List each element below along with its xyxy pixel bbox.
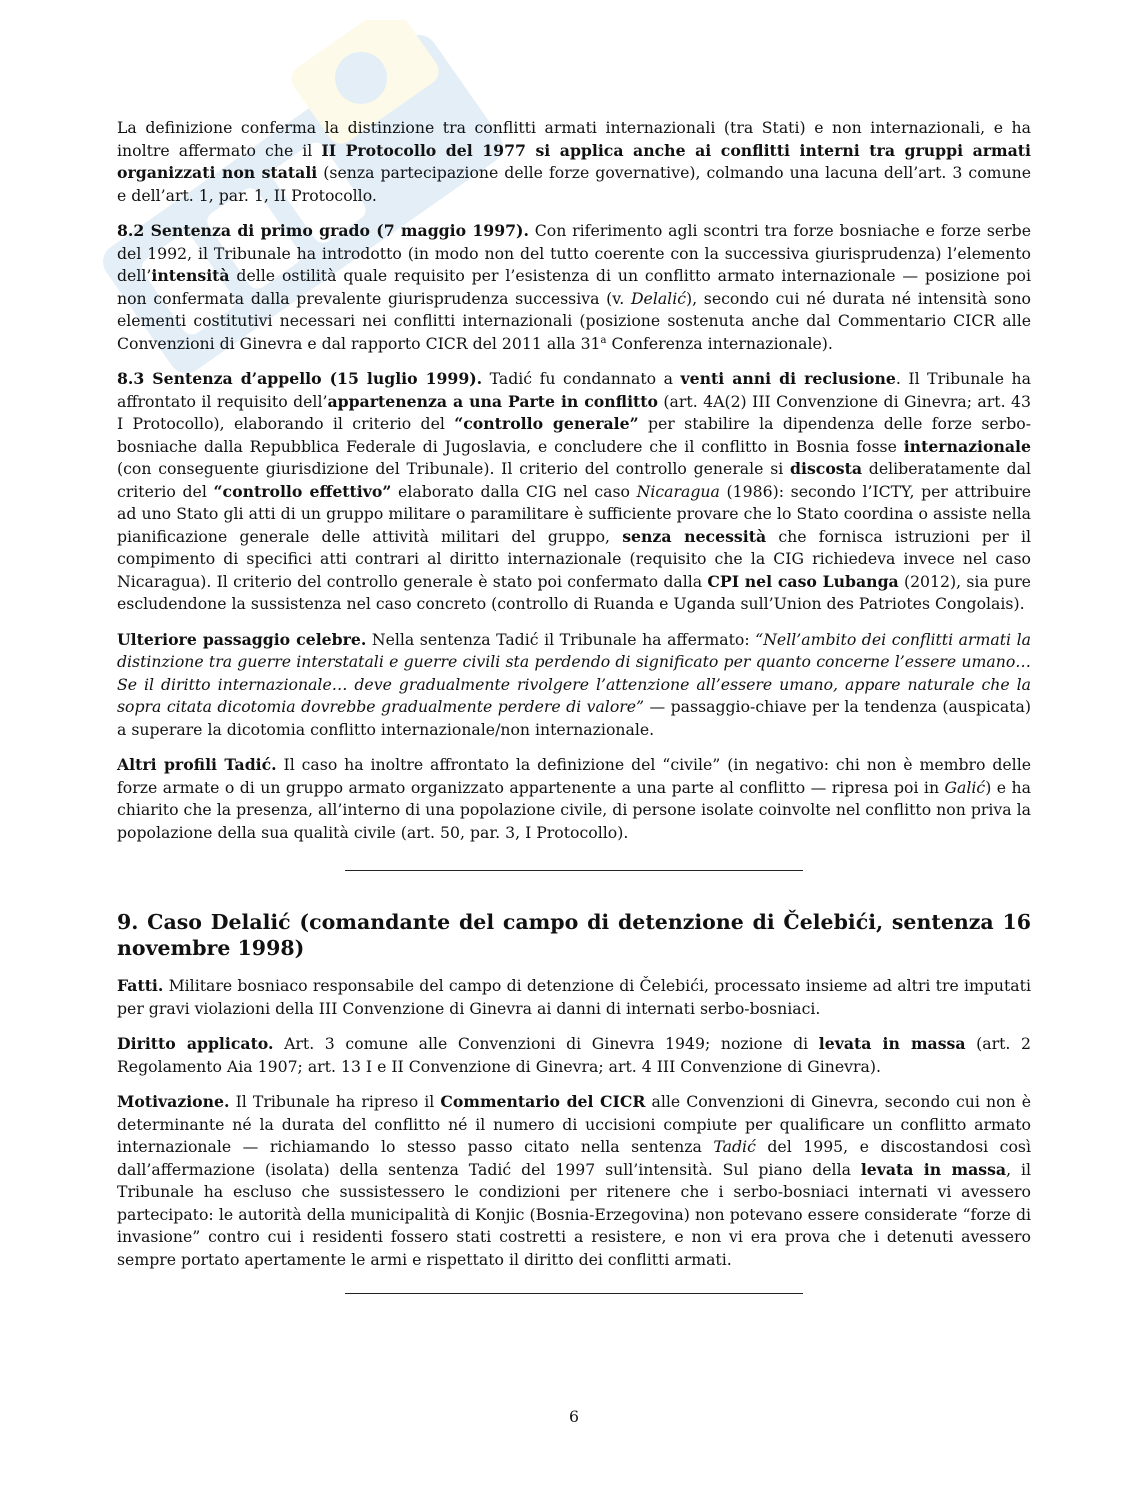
paragraph-heading: Ulteriore passaggio celebre. <box>117 629 367 649</box>
paragraph-appeal: 8.3 Sentenza d’appello (15 luglio 1999). Tadić fu condannato a venti anni di reclusione. Il Tribunale ha affrontato il requisito dell’appartenenza a una Parte in conflitto (art. 4A(2) III Convenzione di Ginevra; art. 43 I Protocollo), elaborando il criterio del “controllo generale” per stabilire la dipendenza delle forze serbo-bosniache dalla Repubblica Federale di Jugoslavia, e concludere che il conflitto in Bosnia fosse internazionale (con conseguente giurisdizione del Tribunale). Il criterio del controllo generale si discosta deliberatamente dal criterio del “controllo effettivo” elaborato dalla CIG nel caso Nicaragua (1986): secondo l’ICTY, per attribuire ad uno Stato gli atti di un gruppo militare o paramilitare è sufficiente provare che lo Stato coordina o assiste nella pianificazione generale delle attività militari del gruppo, senza necessità che fornisca istruzioni per il compimento di specifici atti contrari al diritto internazionale (requisito che la CIG richiedeva invece nel caso Nicaragua). Il criterio del controllo generale è stato poi confermato dalla CPI nel caso Lubanga (2012), sia pure escludendone la sussistenza nel caso concreto (controllo di Ruanda e Uganda sull’Union des Patriotes Congolais). <box>117 369 1032 613</box>
paragraph-heading: Fatti. <box>117 976 164 995</box>
paragraph-facts: Fatti. Militare bosniaco responsabile del campo di detenzione di Čelebići, processato insieme ad altri tre imputati per gravi violazioni della III Convenzione di Ginevra ai danni di internati serbo-bosniaci. <box>117 976 1031 1018</box>
paragraph-heading: Diritto applicato. <box>117 1034 274 1053</box>
document-body <box>117 117 1031 1294</box>
section-9-title: 9. Caso Delalić (comandante del campo di detenzione di Čelebići, sentenza 16 novembre 1998) <box>117 910 1031 960</box>
paragraph-heading: 8.2 Sentenza di primo grado (7 maggio 1997). <box>117 221 529 240</box>
paragraph-heading: Motivazione. <box>117 1092 230 1111</box>
paragraph-reasoning: Motivazione. Il Tribunale ha ripreso il Commentario del CICR alle Convenzioni di Ginevra, secondo cui non è determinante né la durata del conflitto né il numero di uccisioni compiute per qualificare un conflitto armato internazionale — richiamando lo stesso passo citato nella sentenza Tadić del 1995, e discostandosi così dall’affermazione (isolata) della sentenza Tadić del 1997 sull’intensità. Sul piano della levata in massa, il Tribunale ha escluso che sussistessero le condizioni per ritenere che i serbo-bosniaci internati vi avessero partecipato: le autorità della municipalità di Konjic (Bosnia-Erzegovina) non potevano essere considerate “forze di invasione” contro cui i residenti fossero stati costretti a resistere, e non vi era prova che i detenuti avessero sempre portato apertamente le armi e rispettato il diritto dei conflitti armati. <box>117 1092 1032 1269</box>
section-divider <box>345 1293 803 1294</box>
section-divider <box>345 870 803 871</box>
paragraph-definition: La definizione conferma la distinzione tra conflitti armati internazionali (tra Stati) e non internazionali, e ha inoltre affermato che il II Protocollo del 1977 si applica anche ai conflitti interni tra gruppi armati organizzati non statali (senza partecipazione delle forze governative), colmando una lacuna dell’art. 3 comune e dell’art. 1, par. 1, II Protocollo. <box>117 118 1031 205</box>
paragraph-famous-passage: Ulteriore passaggio celebre. Nella sentenza Tadić il Tribunale ha affermato: “Nell’ambito dei conflitti armati la distinzione tra guerre interstatali e guerre civili sta perdendo di significato per quanto concerne l’essere umano… Se il diritto internazionale… deve gradualmente rivolgere l’attenzione all’essere umano, appare naturale che la sopra citata dicotomia dovrebbe gradualmente perdere di valore” — passaggio-chiave per la tendenza (auspicata) a superare la dicotomia conflitto internazionale/non internazionale. <box>117 629 1031 739</box>
paragraph-heading: Altri profili Tadić. <box>117 755 277 774</box>
paragraph-other-profiles: Altri profili Tadić. Il caso ha inoltre affrontato la definizione del “civile” (in negativo: chi non è membro delle forze armate o di un gruppo armato organizzato appartenente a una parte al conflitto — ripresa poi in Galić) e ha chiarito che la presenza, all’interno di una popolazione civile, di persone isolate coinvolte nel conflitto non priva la popolazione della sua qualità civile (art. 50, par. 3, I Protocollo). <box>117 755 1032 842</box>
paragraph-applied-law: Diritto applicato. Art. 3 comune alle Convenzioni di Ginevra 1949; nozione di levata in massa (art. 2 Regolamento Aia 1907; art. 13 I e II Convenzione di Ginevra; art. 4 III Convenzione di Ginevra). <box>117 1034 1032 1076</box>
paragraph-heading: 8.3 Sentenza d’appello (15 luglio 1999). <box>117 369 483 388</box>
quotation: “Nell’ambito dei conflitti armati la distinzione tra guerre interstatali e guerre civili sta perdendo di significato per quanto concerne l’essere umano… Se il diritto internazionale… deve gradualmente rivolgere l’attenzione all’essere umano, appare naturale che la sopra citata dicotomia dovrebbe gradualmente perdere di valore” <box>117 629 1031 716</box>
page-number: 6 <box>569 1407 579 1426</box>
paragraph-first-instance: 8.2 Sentenza di primo grado (7 maggio 1997). Con riferimento agli scontri tra forze bosniache e forze serbe del 1992, il Tribunale ha introdotto (in modo non del tutto coerente con la successiva giurisprudenza) l’elemento dell’intensità delle ostilità quale requisito per l’esistenza di un conflitto armato internazionale — posizione poi non confermata dalla prevalente giurisprudenza successiva (v. Delalić), secondo cui né durata né intensità sono elementi costitutivi necessari nei conflitti internazionali (posizione sostenuta anche dal Commentario CICR alle Convenzioni di Ginevra e dal rapporto CICR del 2011 alla 31$^a$ Conferenza internazionale). <box>117 221 1031 353</box>
